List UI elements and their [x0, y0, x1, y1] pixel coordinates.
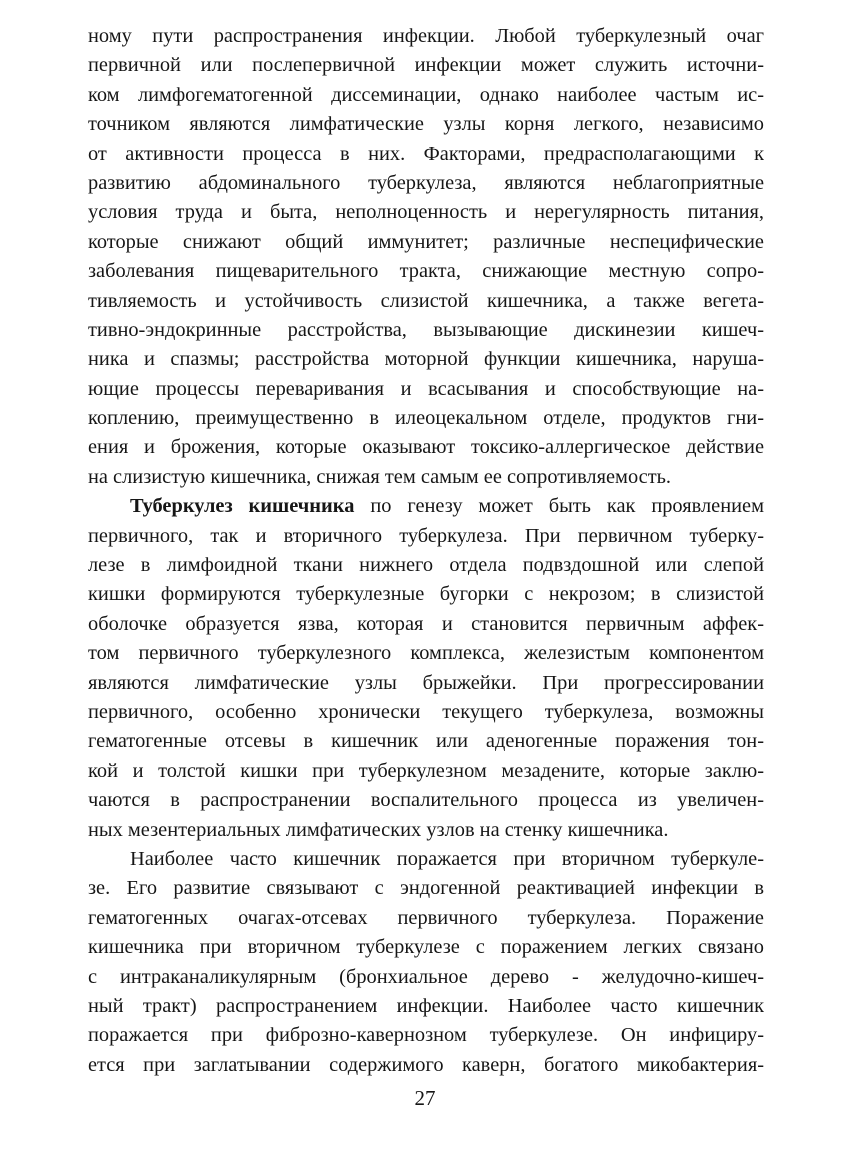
text-line: оболочке образуется язва, которая и становится первичным аффек-: [88, 612, 764, 635]
text-line: точником являются лимфатические узлы корня легкого, независимо: [88, 113, 764, 136]
text-line: ника и спазмы; расстройства моторной функции кишечника, наруша-: [88, 348, 764, 371]
text-line: ному пути распространения инфекции. Любой туберкулезный очаг: [88, 25, 764, 47]
text-line: лезе в лимфоидной ткани нижнего отдела подвздошной или слепой: [88, 554, 764, 577]
text-line: тивляемость и устойчивость слизистой кишечника, а также вегета-: [88, 289, 764, 312]
text-line: гематогенных очагах-отсевах первичного туберкулеза. Поражение: [88, 906, 764, 929]
text-line: зе. Его развитие связывают с эндогенной реактивацией инфекции в: [88, 877, 764, 900]
text-line: ный тракт) распространением инфекции. Наиболее часто кишечник: [88, 994, 764, 1017]
text-line: заболевания пищеварительного тракта, снижающие местную сопро-: [88, 260, 764, 283]
text-line: с интраканаликулярным (бронхиальное дерево - желудочно-кишеч-: [88, 965, 764, 988]
page-number: 27: [414, 1086, 436, 1110]
text-line: развитию абдоминального туберкулеза, являются неблагоприятные: [88, 171, 764, 194]
text-line: поражается при фиброзно-кавернозном туберкулезе. Он инфициру-: [88, 1024, 764, 1047]
text-line: Наиболее часто кишечник поражается при вторичном туберкуле-: [130, 847, 764, 870]
paragraph-3: [88, 845, 764, 1080]
text-line: на слизистую кишечника, снижая тем самым ее сопротивляемость.: [88, 465, 672, 488]
section-term: Туберкулез кишечника: [130, 495, 355, 518]
text-line: от активности процесса в них. Факторами, предрасполагающими к: [88, 142, 764, 165]
text-line: первичного, так и вторичного туберкулеза. При первичном туберку-: [88, 524, 764, 547]
text-line: ных мезентериальных лимфатических узлов на стенку кишечника.: [88, 818, 669, 841]
text-line: условия труда и быта, неполноценность и нерегулярность питания,: [88, 201, 764, 224]
paragraph-1: [88, 22, 764, 492]
text-line: ется при заглатывании содержимого каверн, богатого микобактерия-: [88, 1053, 764, 1076]
text-line: гематогенные отсевы в кишечник или аденогенные поражения тон-: [88, 730, 764, 753]
text-line: ком лимфогематогенной диссеминации, однако наиболее частым ис-: [88, 83, 764, 106]
text-line: [88, 492, 764, 521]
text-line: кой и толстой кишки при туберкулезном мезадените, которые заклю-: [88, 759, 764, 782]
text-fragment: по генезу может быть как проявлением: [354, 495, 764, 518]
text-line: которые снижают общий иммунитет; различные неспецифические: [88, 230, 764, 253]
text-line: ющие процессы переваривания и всасывания и способствующие на-: [88, 377, 764, 400]
text-line: том первичного туберкулезного комплекса, железистым компонентом: [88, 642, 764, 665]
paragraph-2: [88, 492, 764, 845]
text-line: кишечника при вторичном туберкулезе с поражением легких связано: [88, 936, 764, 959]
text-line: коплению, преимущественно в илеоцекальном отделе, продуктов гни-: [88, 407, 764, 430]
text-line: ения и брожения, которые оказывают токсико-аллергическое действие: [88, 436, 764, 459]
text-line: первичной или послепервичной инфекции может служить источни-: [88, 54, 764, 77]
text-line: кишки формируются туберкулезные бугорки с некрозом; в слизистой: [88, 583, 764, 606]
text-line: первичного, особенно хронически текущего туберкулеза, возможны: [88, 700, 764, 723]
text-line: являются лимфатические узлы брыжейки. При прогрессировании: [88, 671, 764, 694]
document-body: [88, 22, 764, 1080]
text-line: тивно-эндокринные расстройства, вызывающие дискинезии кишеч-: [88, 318, 764, 341]
text-line: чаются в распространении воспалительного процесса из увеличен-: [88, 789, 764, 812]
